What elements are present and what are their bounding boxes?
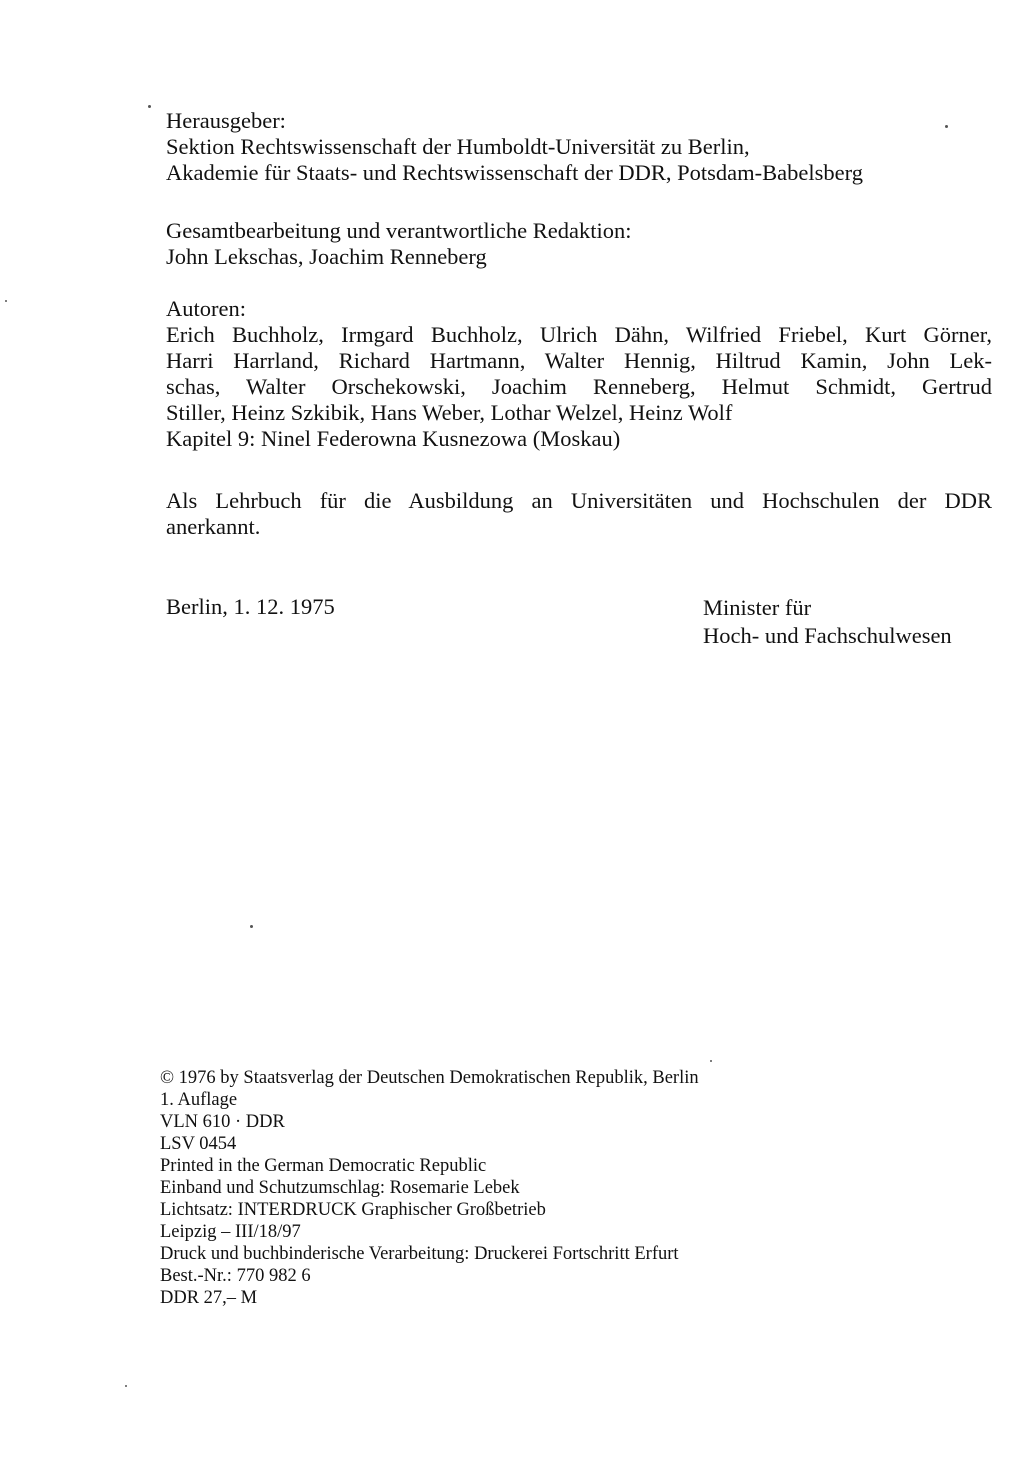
imprint-vln: VLN 610 · DDR <box>160 1112 285 1132</box>
approval-section <box>166 488 992 540</box>
imprint-printed-in: Printed in the German Democratic Republic <box>160 1156 487 1176</box>
imprint-block <box>160 1067 780 1309</box>
imprint-edition: 1. Auflage <box>160 1090 238 1110</box>
approval-line-1: Als Lehrbuch für die Ausbildung an Universitäten und Hochschulen der DDR <box>166 488 992 513</box>
minister-signoff <box>703 594 952 650</box>
publisher-line-1: Sektion Rechtswissenschaft der Humboldt-Universität zu Berlin, <box>166 134 750 159</box>
authors-heading: Autoren: <box>166 296 246 321</box>
publisher-section <box>166 108 992 186</box>
chapter-note: Kapitel 9: Ninel Federowna Kusnezowa (Moskau) <box>166 426 621 451</box>
place-date: Berlin, 1. 12. 1975 <box>166 594 335 619</box>
authors-list <box>166 322 992 426</box>
editing-heading: Gesamtbearbeitung und verantwortliche Redaktion: <box>166 218 632 243</box>
imprint-printing: Druck und buchbinderische Verarbeitung: Druckerei Fortschritt Erfurt <box>160 1244 679 1264</box>
authors-line-4: Stiller, Heinz Szkibik, Hans Weber, Lothar Welzel, Heinz Wolf <box>166 400 733 425</box>
imprint-lsv: LSV 0454 <box>160 1134 237 1154</box>
imprint-cover: Einband und Schutzumschlag: Rosemarie Lebek <box>160 1178 520 1198</box>
imprint-order-number: Best.-Nr.: 770 982 6 <box>160 1266 311 1286</box>
authors-line-3: schas, Walter Orschekowski, Joachim Renneberg, Helmut Schmidt, Gertrud <box>166 374 992 399</box>
imprint-leipzig: Leipzig – III/18/97 <box>160 1222 301 1242</box>
publisher-heading: Herausgeber: <box>166 108 286 133</box>
scan-speck <box>148 105 151 108</box>
imprint-price: DDR 27,– M <box>160 1288 258 1308</box>
authors-line-2: Harri Harrland, Richard Hartmann, Walter Hennig, Hiltrud Kamin, John Lek- <box>166 348 992 373</box>
approval-line-2: anerkannt. <box>166 514 261 539</box>
scan-speck <box>125 1385 127 1387</box>
scan-speck <box>5 300 7 302</box>
imprint-copyright: © 1976 by Staatsverlag der Deutschen Demokratischen Republik, Berlin <box>160 1068 699 1088</box>
imprint-typesetting: Lichtsatz: INTERDRUCK Graphischer Großbetrieb <box>160 1200 546 1220</box>
editing-names: John Lekschas, Joachim Renneberg <box>166 244 487 269</box>
minister-line-1: Minister für <box>703 595 812 620</box>
authors-section <box>166 296 992 452</box>
authors-line-1: Erich Buchholz, Irmgard Buchholz, Ulrich Dähn, Wilfried Friebel, Kurt Görner, <box>166 322 992 347</box>
scan-speck <box>945 125 948 128</box>
scan-speck <box>710 1060 712 1062</box>
minister-line-2: Hoch- und Fachschulwesen <box>703 623 952 648</box>
editing-section <box>166 218 992 270</box>
publisher-line-2: Akademie für Staats- und Rechtswissenschaft der DDR, Potsdam-Babelsberg <box>166 160 863 185</box>
scan-speck <box>250 925 253 928</box>
